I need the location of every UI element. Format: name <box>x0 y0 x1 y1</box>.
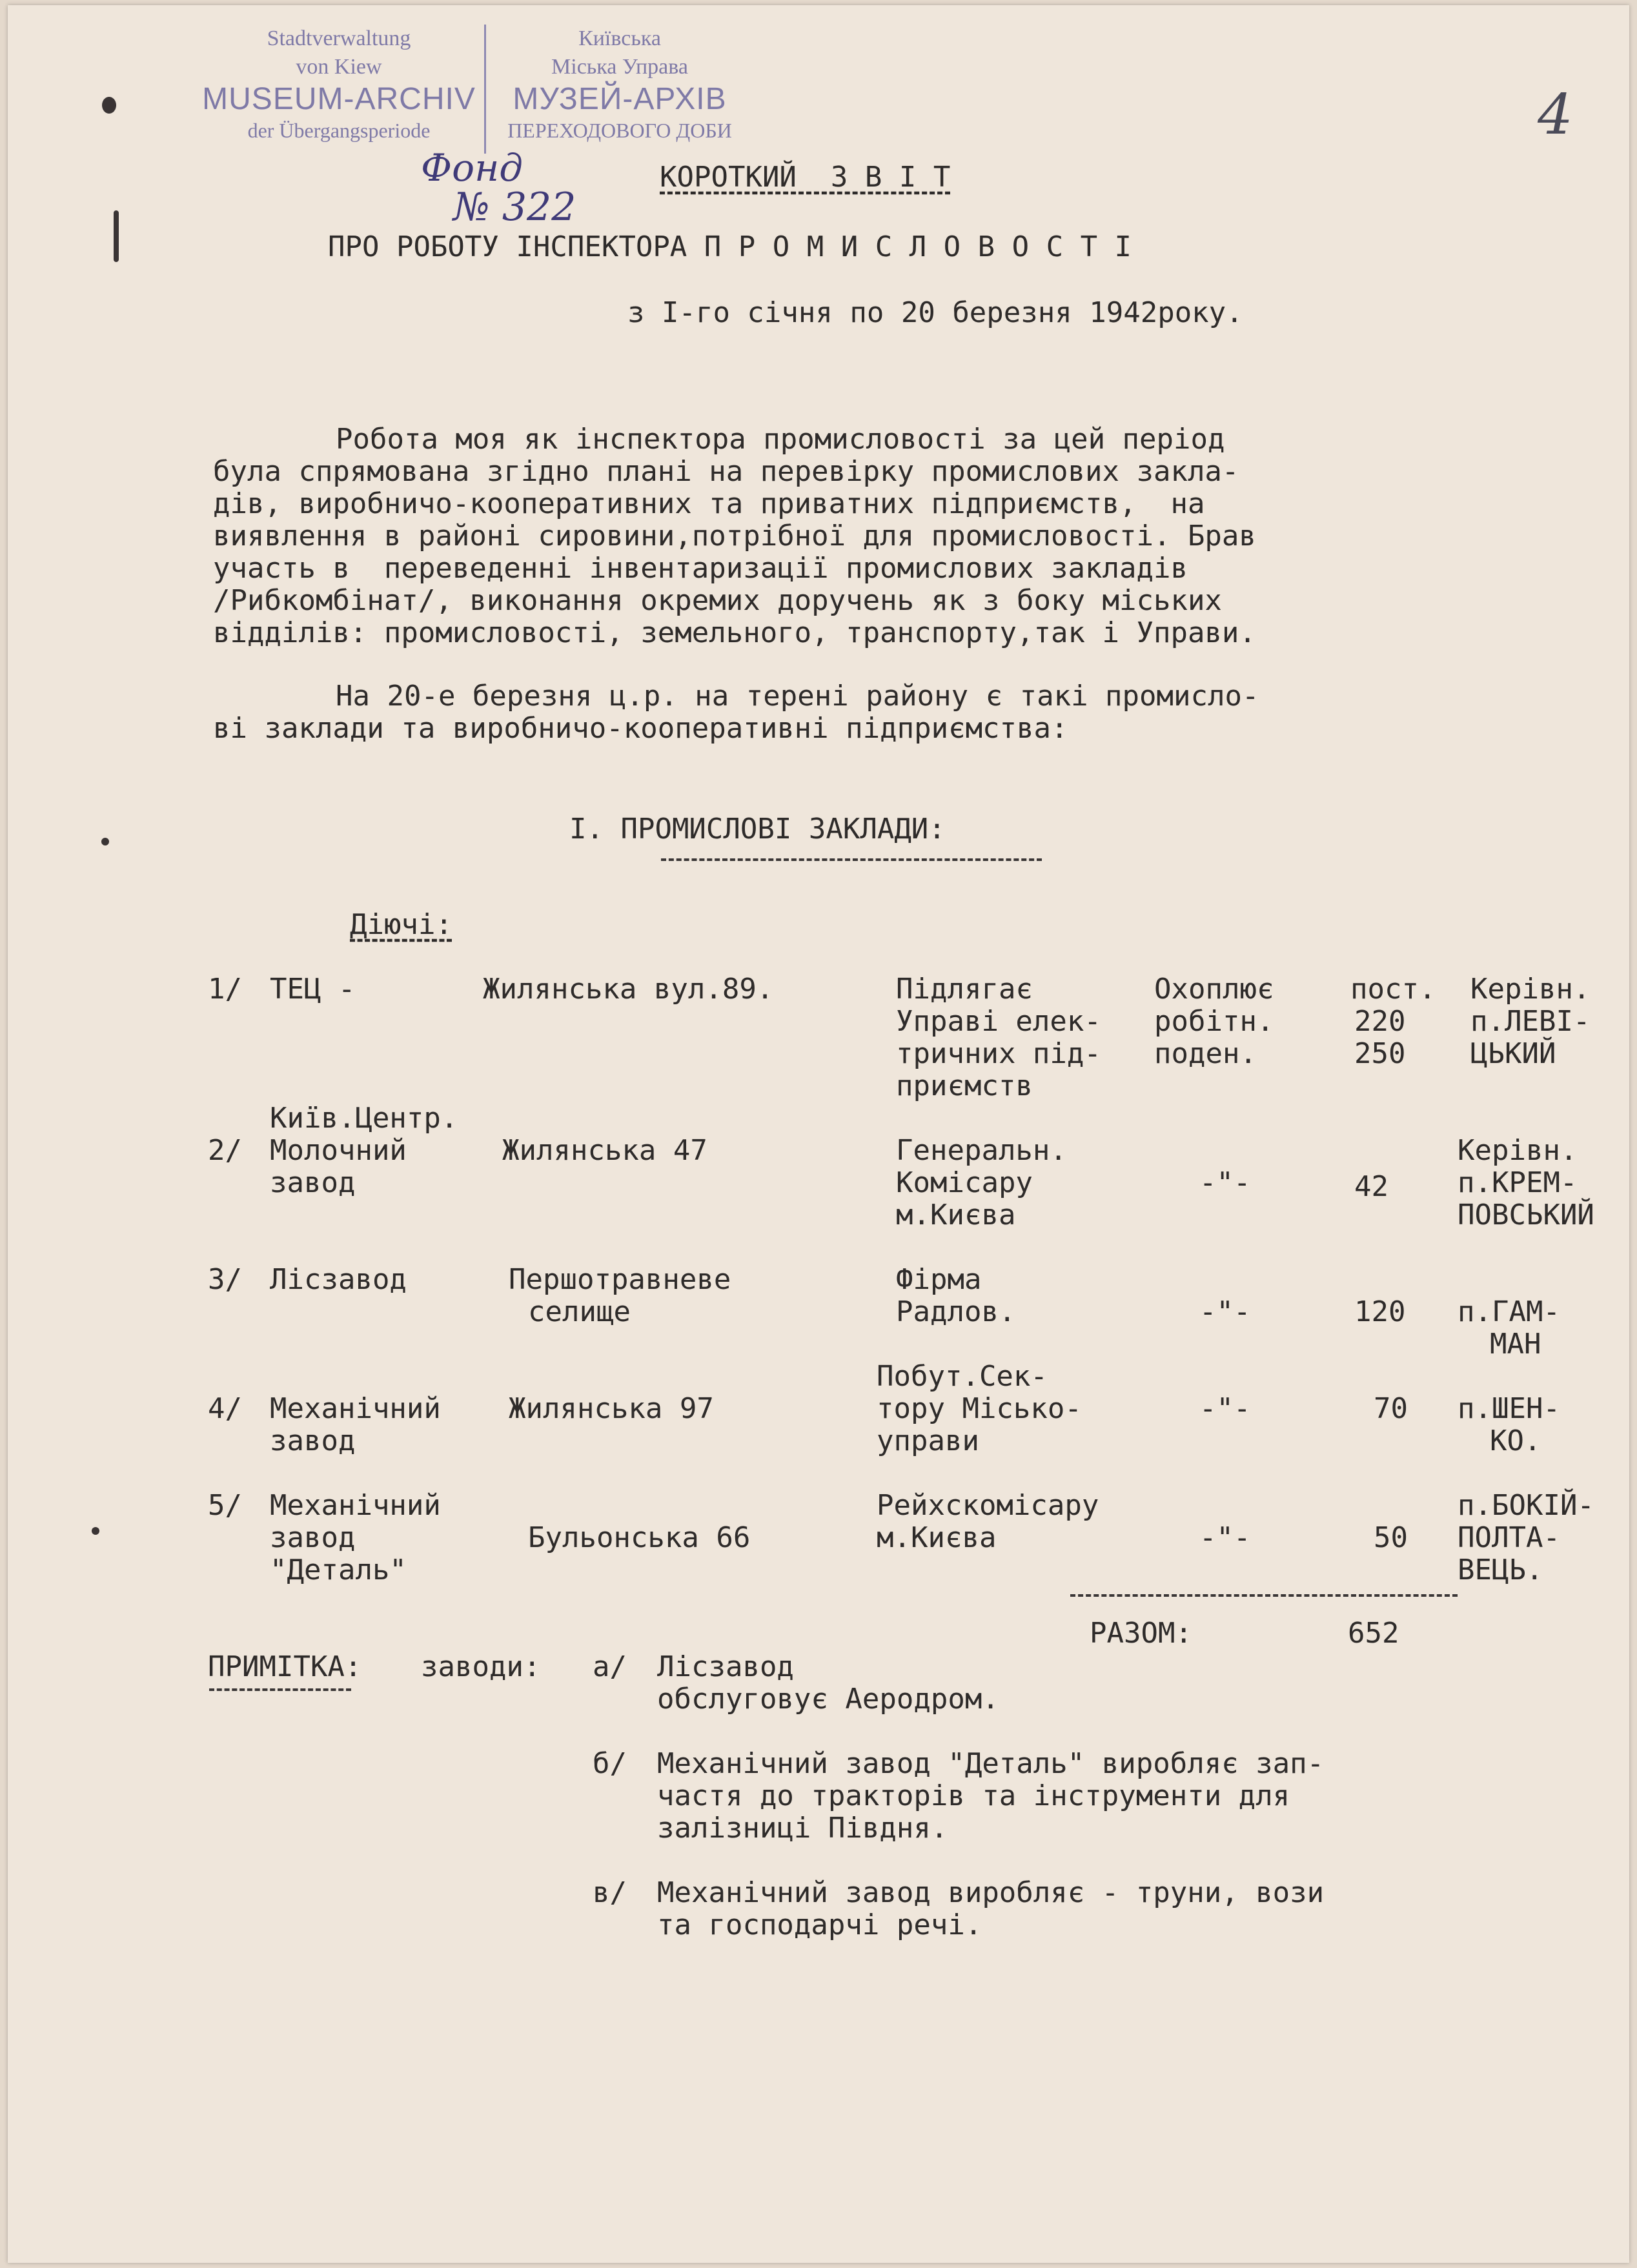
count-line: 42 <box>1354 1170 1388 1203</box>
stamp-line: Stadtverwaltung <box>267 26 411 50</box>
handwritten-number: № 322 <box>453 185 576 230</box>
stamp-line: ПЕРЕХОДОВОГО ДОБИ <box>507 119 732 142</box>
enterprise-address: селище <box>528 1295 631 1328</box>
stamp-line: Міська Управа <box>551 55 688 79</box>
subordinate-line: тричних під- <box>896 1037 1101 1070</box>
handwritten-fond: Фонд <box>421 146 524 190</box>
scope-line: Охоплює <box>1154 973 1274 1006</box>
enterprise-name: Молочний <box>270 1134 407 1167</box>
subordinate-line: м.Києва <box>877 1521 997 1554</box>
enterprise-name: ТЕЦ - <box>270 973 356 1006</box>
stamp-line: der Übergangsperiode <box>247 119 431 142</box>
manager-line: ПОВСЬКИЙ <box>1458 1199 1594 1231</box>
note-letter: б/ <box>593 1747 627 1780</box>
section-title: І. ПРОМИСЛОВІ ЗАКЛАДИ: <box>569 813 946 845</box>
note-line: Механічний завод "Деталь" виробляє зап- <box>657 1747 1325 1780</box>
scope-ditto: -"- <box>1199 1392 1251 1425</box>
count-line: 50 <box>1374 1521 1408 1554</box>
enterprise-name: Механічний <box>270 1392 441 1425</box>
enterprise-name: "Деталь" <box>270 1554 407 1586</box>
note-letter: а/ <box>593 1650 627 1683</box>
text-line: дів, виробничо-кооперативних та приватних підприємств, на <box>213 487 1205 520</box>
scope-ditto: -"- <box>1199 1295 1251 1328</box>
text-line: виявлення в районі сировини,потрібної для промисловості. Брав <box>213 520 1256 552</box>
manager-line: п.БОКІЙ- <box>1458 1489 1594 1522</box>
document-page <box>8 5 1629 2263</box>
notes-label-underline <box>209 1688 351 1691</box>
count-line: 220 <box>1354 1005 1406 1038</box>
stamp-ukrainian <box>491 25 749 143</box>
total-rule <box>1070 1594 1458 1597</box>
subordinate-line: Управі елек- <box>896 1005 1101 1038</box>
text-line: /Рибкомбінат/, виконання окремих доручень як з боку міських <box>213 584 1222 617</box>
subsection-title: Діючі: <box>350 908 452 941</box>
text-line: участь в переведенні інвентаризації промислових закладів <box>213 552 1188 585</box>
stamp-line: МУЗЕЙ-АРХІВ <box>513 82 727 116</box>
text-line: відділів: промисловості, земельного, транспорту,так і Управи. <box>213 616 1256 649</box>
manager-line: ВЕЦЬ. <box>1458 1554 1543 1586</box>
stamp-german <box>194 25 484 143</box>
subordinate-line: приємств <box>896 1069 1033 1102</box>
stamp-line: Київська <box>578 26 661 50</box>
manager-line: МАН <box>1490 1328 1541 1361</box>
manager-line: п.ГАМ- <box>1458 1295 1560 1328</box>
margin-mark <box>114 210 119 262</box>
note-line: та господарчі речі. <box>657 1909 982 1941</box>
margin-mark <box>101 838 109 845</box>
row-number: 5/ <box>208 1489 242 1522</box>
enterprise-address: Жилянська 97 <box>509 1392 714 1425</box>
subordinate-line: Радлов. <box>896 1295 1016 1328</box>
manager-line: ПОЛТА- <box>1458 1521 1560 1554</box>
margin-mark <box>92 1527 99 1535</box>
scope-line: поден. <box>1154 1037 1257 1070</box>
manager-line: Керівн. <box>1470 973 1591 1006</box>
section-underline <box>661 858 1042 861</box>
subordinate-line: Підлягає <box>896 973 1033 1006</box>
total-label: РАЗОМ: <box>1090 1617 1192 1650</box>
enterprise-name: Механічний <box>270 1489 441 1522</box>
manager-line: п.ЛЕВІ- <box>1470 1005 1591 1038</box>
enterprise-name: Лісзавод <box>270 1263 407 1296</box>
handwritten-page-number: 4 <box>1538 83 1573 147</box>
manager-line: ЦЬКИЙ <box>1470 1037 1556 1070</box>
subordinate-line: м.Києва <box>896 1199 1016 1231</box>
text-line: була спрямована згідно плані на перевірку промислових закла- <box>213 455 1239 488</box>
subordinate-line: Комісару <box>896 1166 1033 1199</box>
note-line: обслуговує Аеродром. <box>657 1683 999 1716</box>
row-number: 3/ <box>208 1263 242 1296</box>
report-period: з І-го січня по 20 березня 1942року. <box>627 296 1243 329</box>
text-line: Робота моя як інспектора промисловості за цей період <box>336 423 1225 456</box>
row-number: 2/ <box>208 1134 242 1167</box>
count-line: 70 <box>1374 1392 1408 1425</box>
manager-line: п.КРЕМ- <box>1458 1166 1578 1199</box>
total-value: 652 <box>1348 1617 1399 1650</box>
enterprise-name: завод <box>270 1521 356 1554</box>
notes-intro: заводи: <box>421 1650 541 1683</box>
manager-line: КО. <box>1490 1424 1541 1457</box>
report-title: КОРОТКИЙ З В І Т <box>660 161 951 194</box>
enterprise-address: Першотравневе <box>509 1263 731 1296</box>
row-number: 1/ <box>208 973 242 1006</box>
note-line: Лісзавод <box>657 1650 794 1683</box>
note-line: частя до тракторів та інструменти для <box>657 1779 1290 1812</box>
enterprise-name: завод <box>270 1424 356 1457</box>
note-line: залізниці Півдня. <box>657 1812 948 1845</box>
enterprise-name: завод <box>270 1166 356 1199</box>
subordinate-line: Генеральн. <box>896 1134 1067 1167</box>
scope-ditto: -"- <box>1199 1166 1251 1199</box>
subordinate-line: тору Місько- <box>877 1392 1082 1425</box>
enterprise-name: Київ.Центр. <box>270 1102 458 1135</box>
scope-line: робітн. <box>1154 1005 1274 1038</box>
count-line: пост. <box>1350 973 1436 1006</box>
text-line: ві заклади та виробничо-кооперативні підприємства: <box>213 712 1068 745</box>
subordinate-line: Рейхскомісару <box>877 1489 1099 1522</box>
margin-mark <box>102 97 116 114</box>
report-subtitle: ПРО РОБОТУ ІНСПЕКТОРА П Р О М И С Л О В О С Т І <box>328 230 1132 263</box>
row-number: 4/ <box>208 1392 242 1425</box>
note-line: Механічний завод виробляє - труни, вози <box>657 1876 1325 1909</box>
count-line: 120 <box>1354 1295 1406 1328</box>
text-line: На 20-е березня ц.р. на терені району є такі промисло- <box>336 680 1259 713</box>
notes-label: ПРИМІТКА: <box>208 1650 362 1683</box>
stamp-divider <box>484 25 486 154</box>
note-letter: в/ <box>593 1876 627 1909</box>
subordinate-line: управи <box>877 1424 979 1457</box>
manager-line: п.ШЕН- <box>1458 1392 1560 1425</box>
enterprise-address: Бульонська 66 <box>528 1521 751 1554</box>
stamp-line: von Kiew <box>296 55 382 79</box>
scope-ditto: -"- <box>1199 1521 1251 1554</box>
manager-line: Керівн. <box>1458 1134 1578 1167</box>
stamp-line: MUSEUM-ARCHIV <box>202 82 476 116</box>
count-line: 250 <box>1354 1037 1406 1070</box>
archive-stamp <box>194 25 749 167</box>
subordinate-line: Побут.Сек- <box>877 1360 1048 1393</box>
enterprise-address: Жилянська вул.89. <box>483 973 774 1006</box>
subordinate-line: Фірма <box>896 1263 982 1296</box>
enterprise-address: Жилянська 47 <box>502 1134 707 1167</box>
